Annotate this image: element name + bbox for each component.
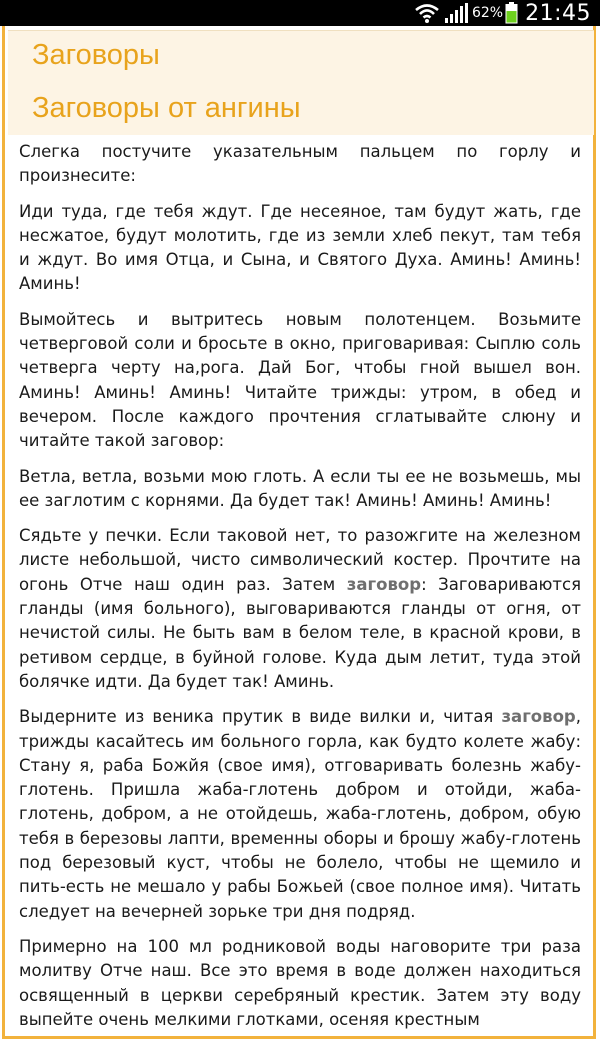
- paragraph-4: Ветла, ветла, возьми мою глоть. А если ты ее не возьмешь, мы ее заглотим с корнями. Да будет так! Аминь! Аминь! Аминь!: [19, 466, 581, 510]
- paragraph-7: Примерно на 100 мл родниковой воды наговорите три раза молитву Отче наш. Все это время в воде должен находиться освященный в церкви серебряный крестик. Затем эту воду выпейте очень мелкими глотками, осеняя крестным: [19, 936, 581, 1029]
- keyword-zagovor: заговор: [501, 707, 576, 727]
- status-bar: [0, 0, 600, 26]
- clock: 21:45: [525, 0, 591, 26]
- page-subtitle: Заговоры от ангины: [32, 92, 301, 124]
- page-title: Заговоры: [32, 39, 160, 71]
- paragraph-5-text-a: Сядьте у печки. Если таковой нет, то разожгите на железном листе небольшой, чисто символический костер. Прочтите на огонь Отче наш один раз. Затем: [19, 526, 581, 594]
- paragraph-5: [19, 524, 581, 694]
- paragraph-6-text-a: Выдерните из веника прутик в виде вилки и, читая: [19, 707, 502, 727]
- paragraph-5-text-b: : Заговариваются гланды (имя больного), выговариваются гланды от огня, от нечистой силы. Не быть вам в белом теле, в красной крови, в ретивом сердце, в буйной голове. Куда дым летит, туда этой болячке идти. Да будет так! Аминь.: [19, 574, 582, 691]
- keyword-zagovor: заговор: [346, 574, 422, 594]
- signal-icon: [444, 3, 468, 23]
- paragraph-3: Вымойтесь и вытритесь новым полотенцем. Возьмите четверговой соли и бросьте в окно, приговаривая: Сыплю соль четверга черту на,рога. Дай Бог, чтобы гной вышел вон. Аминь! Аминь! Аминь! Читайте трижды: утром, в обед и вечером. После каждого прочтения сглатывайте слюну и читайте такой заговор:: [19, 309, 581, 451]
- paragraph-6: [19, 705, 581, 924]
- paragraph-1: Слегка постучите указательным пальцем по горлу и произнесите:: [19, 142, 581, 186]
- paragraph-2: Иди туда, где тебя ждут. Где несеяное, там будут жать, где несжатое, будут молотить, где из земли хлеб пекут, там тебя и ждут. Во имя Отца, и Сына, и Святого Духа. Аминь! Аминь! Аминь!: [19, 201, 581, 294]
- paragraph-6-text-b: , трижды касайтесь им больного горла, как будто колете жабу: Стану я, раба Божйя (свое имя), отговаривать болезнь жабу-глотень. Пришла жаба-глотень добром и отойди, жаба-глотень, добром, а не отойдешь, жаба-глотень, добром, обую тебя в березовы лапти, временны оборы и брошу жабу-глотень под березовый куст, чтобы не болело, чтобы не щемило и пить-есть не мешало у рабы Божьей (свое полное имя). Читать следует на вечерней зорьке три дня подряд.: [19, 707, 581, 921]
- battery-percent: 62%: [471, 5, 504, 21]
- battery-icon: [505, 2, 518, 24]
- article-body: [19, 136, 581, 1032]
- wifi-icon: [414, 2, 440, 24]
